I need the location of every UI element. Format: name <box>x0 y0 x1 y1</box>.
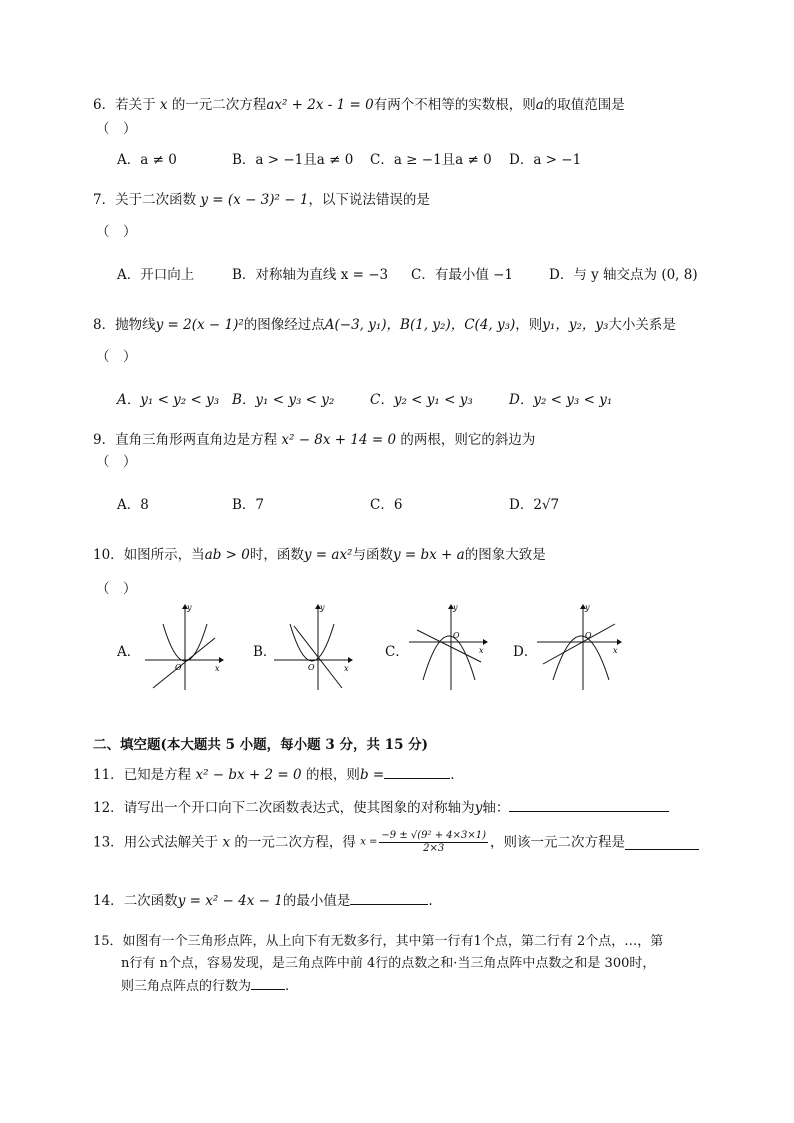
q11-text-a: 已知是方程 <box>123 767 192 783</box>
q6-option-a[interactable]: A．a ≠ 0 <box>117 152 177 168</box>
q7-paren: （ ） <box>96 224 137 240</box>
graph-d-y-label: y <box>585 603 590 612</box>
q8-options <box>117 388 717 408</box>
q8-points: A(−3, y₁)，B(1, y₂)，C(4, y₃) <box>324 317 516 333</box>
q7-option-d[interactable]: D．与 y 轴交点为 (0, 8) <box>549 267 698 283</box>
q8-paren: （ ） <box>96 349 137 365</box>
graph-a-label[interactable]: A． <box>117 644 141 660</box>
q13-number: 13． <box>93 834 124 851</box>
question-15 <box>93 931 705 998</box>
graph-c-y-label: y <box>453 603 458 612</box>
q14-answer-blank[interactable] <box>350 890 428 905</box>
q11-number: 11． <box>93 767 124 783</box>
graph-d-label[interactable]: D． <box>513 644 538 660</box>
q15-line-1 <box>93 931 705 953</box>
q11-end: . <box>450 767 455 783</box>
graph-c[interactable] <box>407 602 489 692</box>
q6-number: 6． <box>93 97 116 113</box>
q8-equation: y = 2(x − 1)² <box>155 317 244 333</box>
q12-text-a: 请写出一个开口向下二次函数表达式，使其图象的对称轴为 <box>123 800 475 816</box>
q10-text-c: 与函数 <box>352 547 393 563</box>
q8-text-d: 大小关系是 <box>608 317 676 333</box>
q10-text-b: 时，函数 <box>249 547 304 563</box>
q12-number: 12． <box>93 800 124 816</box>
graph-d-origin: O <box>585 631 592 640</box>
q14-number: 14． <box>93 893 124 909</box>
q10-function-2: y = bx + a <box>392 547 465 563</box>
q7-option-a[interactable]: A．开口向上 <box>117 267 195 283</box>
q15-line-2: n行有 n个点，容易发现，是三角点阵中前 4行的点数之和·当三角点阵中点数之和是 300时， <box>121 956 656 971</box>
q6-equation: ax² + 2x - 1 = 0 <box>266 97 374 113</box>
q9-paren: （ ） <box>96 454 137 470</box>
question-10 <box>93 545 703 565</box>
q7-text-a: 关于二次函数 <box>115 192 197 208</box>
q11-equation: x² − bx + 2 = 0 <box>195 767 302 783</box>
q10-number: 10． <box>93 547 124 563</box>
q15-number: 15． <box>93 934 123 949</box>
q13-text-b: 的一元二次方程，得 <box>234 834 356 851</box>
q7-option-b[interactable]: B．对称轴为直线 x = −3 <box>232 267 389 283</box>
q10-function-1: y = ax² <box>303 547 353 563</box>
q9-option-d[interactable]: D．2√7 <box>509 497 560 513</box>
q6-option-c[interactable]: C．a ≥ −1且a ≠ 0 <box>370 152 492 168</box>
q9-equation: x² − 8x + 14 = 0 <box>281 432 397 448</box>
question-9 <box>93 430 703 450</box>
graph-c-line <box>417 630 481 662</box>
q9-option-c[interactable]: C．6 <box>370 497 403 513</box>
q6-text-c: 有两个不相等的实数根，则 <box>373 97 536 113</box>
graph-b-label[interactable]: B． <box>253 644 277 660</box>
q6-option-d[interactable]: D．a > −1 <box>509 152 582 168</box>
q9-option-a[interactable]: A．8 <box>117 497 149 513</box>
graph-b-origin: O <box>308 663 315 672</box>
q10-paren: （ ） <box>96 581 137 597</box>
q7-text-b: ，以下说法错误的是 <box>308 192 430 208</box>
q8-text-b: 的图像经过点 <box>243 317 325 333</box>
graph-d-x-label: x <box>613 646 618 655</box>
q13-text-c: ，则该一元二次方程是 <box>490 834 626 851</box>
q15-line-3 <box>93 975 705 998</box>
graph-c-x-arrow <box>483 639 488 645</box>
q8-option-c[interactable]: C．y₂ < y₁ < y₃ <box>370 392 473 408</box>
q6-text-b: 的一元二次方程 <box>171 97 267 113</box>
q9-text-b: 的两根，则它的斜边为 <box>400 432 536 448</box>
q11-var: b = <box>359 767 385 783</box>
graph-b[interactable] <box>272 602 354 692</box>
question-6 <box>93 95 703 115</box>
q10-graphs <box>117 602 637 697</box>
question-13 <box>93 830 703 864</box>
graph-a-x-arrow <box>219 657 224 663</box>
q11-text-b: 的根，则 <box>305 767 360 783</box>
graph-a-origin: O <box>175 663 182 672</box>
q6-text-a: 若关于 <box>115 97 156 113</box>
q14-text-b: 的最小值是 <box>282 893 351 909</box>
q13-var-x: x <box>222 834 231 851</box>
question-14 <box>93 890 703 911</box>
q8-text-c: ，则 <box>515 317 543 333</box>
graph-d-x-arrow <box>617 639 622 645</box>
question-12 <box>93 797 703 818</box>
question-8 <box>93 315 703 335</box>
graph-b-y-label: y <box>320 603 325 612</box>
q9-text-a: 直角三角形两直角边是方程 <box>115 432 278 448</box>
q12-var: y <box>474 800 483 816</box>
graph-d[interactable] <box>535 602 625 692</box>
q15-line-1-text: 如图有一个三角形点阵，从上向下有无数多行，其中第一行有1个点，第二行有 2个点，…，第 <box>122 934 664 949</box>
q8-option-d[interactable]: D．y₂ < y₃ < y₁ <box>509 392 613 408</box>
graph-c-origin: O <box>453 631 460 640</box>
graph-b-x-arrow <box>348 657 353 663</box>
q13-text-a: 用公式法解关于 <box>123 834 219 851</box>
q10-text-a: 如图所示，当 <box>123 547 205 563</box>
q13-lhs: x = <box>360 836 378 848</box>
q6-paren: （ ） <box>96 121 137 137</box>
graph-c-x-label: x <box>479 646 484 655</box>
q7-equation: y = (x − 3)² − 1 <box>200 192 309 208</box>
q9-options <box>117 493 717 513</box>
q9-option-b[interactable]: B．7 <box>232 497 265 513</box>
question-11 <box>93 764 703 785</box>
q15-line-3-text: 则三角点阵点的行数为 <box>121 979 252 994</box>
graph-a[interactable] <box>143 602 225 692</box>
q8-vars: y₁，y₂，y₃ <box>542 317 609 333</box>
q7-number: 7． <box>93 192 116 208</box>
graph-a-y-label: y <box>187 603 192 612</box>
q12-text-b: 轴： <box>482 800 510 816</box>
q12-answer-blank[interactable] <box>509 797 669 812</box>
graph-c-parabola <box>423 636 475 680</box>
q7-options <box>117 263 717 283</box>
q13-numerator: −9 ± √(9² + 4×3×1) <box>381 830 487 841</box>
q6-text-d: 的取值范围是 <box>543 97 625 113</box>
q13-denominator: 2×3 <box>423 843 445 854</box>
q13-fraction <box>379 830 488 855</box>
q14-text-a: 二次函数 <box>123 893 178 909</box>
q8-text-a: 抛物线 <box>115 317 156 333</box>
q7-option-c[interactable]: C．有最小值 −1 <box>411 267 514 283</box>
q6-var-x: x <box>159 97 168 113</box>
question-7 <box>93 190 703 210</box>
graph-d-line <box>543 624 615 664</box>
graph-b-x-label: x <box>344 664 349 673</box>
q6-options <box>117 148 717 168</box>
q8-option-b[interactable]: B．y₁ < y₃ < y₂ <box>232 392 335 408</box>
q9-number: 9． <box>93 432 116 448</box>
q8-option-a[interactable]: A．y₁ < y₂ < y₃ <box>117 392 220 408</box>
graph-a-x-label: x <box>215 664 220 673</box>
q8-number: 8． <box>93 317 116 333</box>
q11-answer-blank[interactable] <box>384 764 450 779</box>
q6-option-b[interactable]: B．a > −1且a ≠ 0 <box>232 152 354 168</box>
q15-end: . <box>285 979 290 994</box>
q14-end: . <box>428 893 433 909</box>
section-2-title: 二、填空题(本大题共 5 小题，每小题 3 分，共 15 分) <box>93 737 429 753</box>
q13-answer-blank[interactable] <box>625 835 699 850</box>
q6-var-a: a <box>535 97 544 113</box>
q10-condition: ab > 0 <box>204 547 250 563</box>
q10-text-d: 的图象大致是 <box>464 547 546 563</box>
q14-equation: y = x² − 4x − 1 <box>177 893 283 909</box>
graph-a-line <box>153 638 215 688</box>
graph-c-label[interactable]: C． <box>385 644 409 660</box>
q15-answer-blank[interactable] <box>251 975 285 990</box>
